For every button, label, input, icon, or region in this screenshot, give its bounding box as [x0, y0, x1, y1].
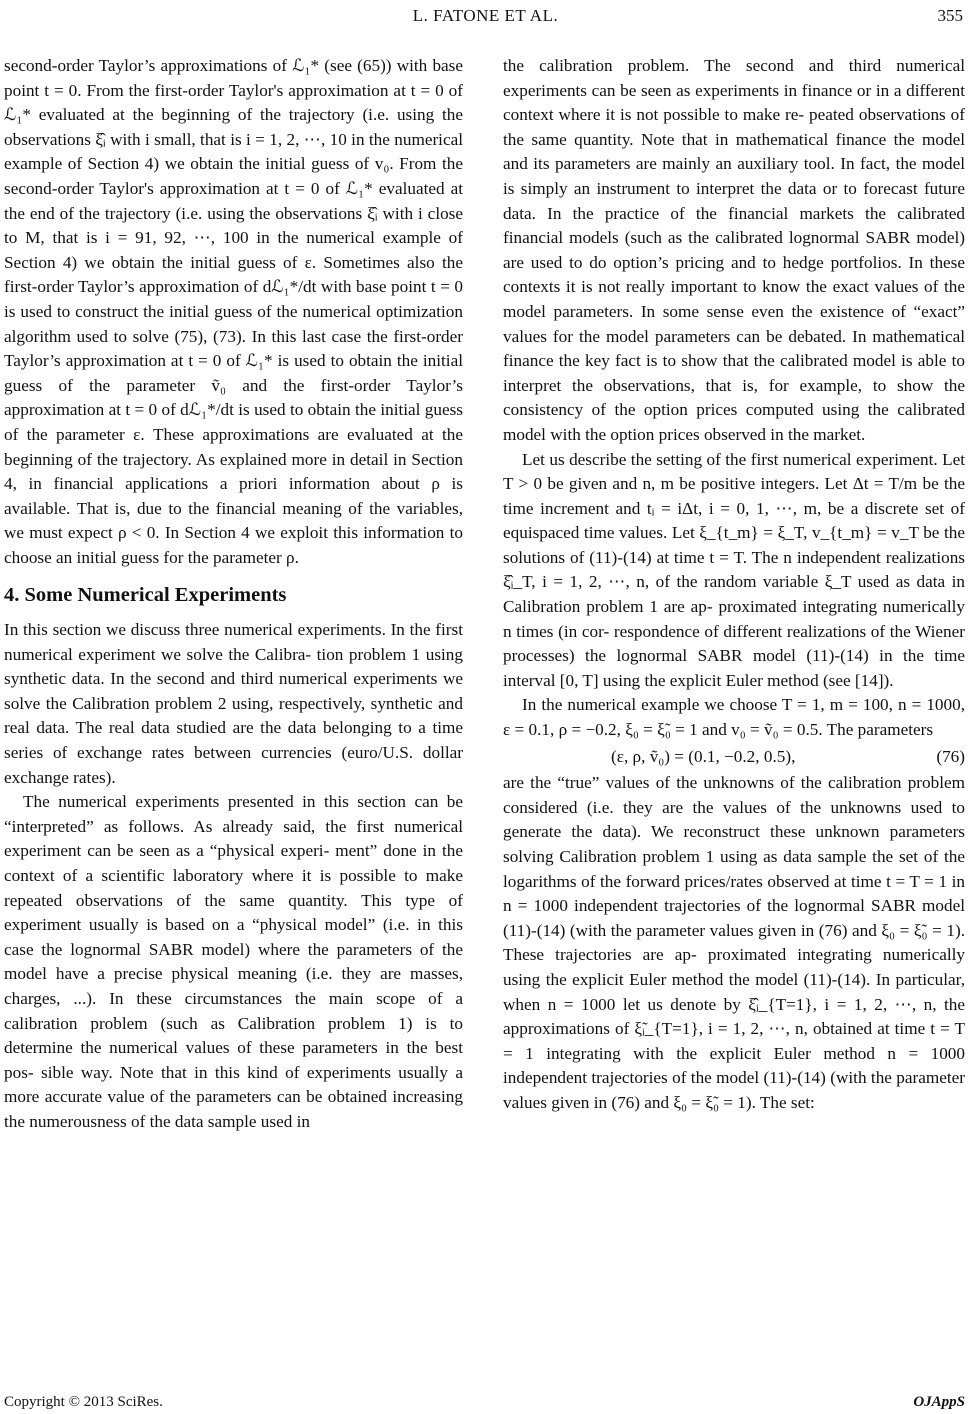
right-column [503, 54, 965, 1116]
left-column [4, 54, 463, 1135]
equation-76 [503, 743, 965, 772]
paragraph: The numerical experiments presented in this section can be “interpreted” as follows. As already said, the first numerical experiment can be seen as a “physical experi- ment” done in the context of a scientific laboratory where it is possible to make repeated observations of the same quantity. This type of experiment usually is based on a “physical model” (i.e. in this case the lognormal SABR model) where the parameters of the model have a precise physical meaning (i.e. they are masses, charges, ...). In these circumstances the main scope of a calibration problem (such as Calibration problem 1) is to determine the numerical values of these parameters in the best pos- sible way. Note that in this kind of experiments usually a more accurate value of the parameters can be obtained increasing the numerousness of the data sample used in [4, 792, 463, 1131]
page-header [0, 2, 971, 28]
section-title: 4. Some Numerical Experiments [4, 584, 287, 607]
page-number: 355 [937, 6, 963, 25]
paragraph: In this section we discuss three numerical experiments. In the first numerical experiment we solve the Calibra- tion problem 1 using synthetic data. In the second and third numerical experiments we solve the Calibration problem 2 using, respectively, synthetic and real data. The real data studied are the data belonging to a time series of exchange rates between currencies (euro/U.S. dollar exchange rates). [4, 620, 463, 787]
running-head: L. FATONE ET AL. [412, 6, 559, 25]
paragraph: Let us describe the setting of the first numerical experiment. Let T > 0 be given and n, m be positive integers. Let Δt = T/m be the time increment and tᵢ = iΔt, i = 0, 1, ⋯, m, be a discrete set of equispaced time values. Let ξ_{t_m} = ξ_T, v_{t_m} = v_T be the solutions of (11)-(14) at time t = T. The n independent realizations ξ̂ᵢ_T, i = 1, 2, ⋯, n, of the random variable ξ_T used as data in Calibration problem 1 are ap- proximated integrating numerically n times (in cor- respondence of different realizations of the Wiener processes) the lognormal SABR model (11)-(14) in the time interval [0, T] using the explicit Euler method (see [14]). [503, 449, 965, 690]
equation-number: (76) [936, 746, 965, 766]
paragraph: the calibration problem. The second and third numerical experiments can be seen as experiments in finance or in a different context where it is not possible to make re- peated observations of the same quantity. Note that in mathematical finance the model and its parameters are mainly an auxiliary tool. In fact, the model is simply an instrument to interpret the data or to forecast future data. In the practice of the financial markets the calibrated financial models (such as the calibrated lognormal SABR model) are used to do option’s pricing and to hedge portfolios. In these contexts it is not really important to know the exact values of the model parameters. In some sense even the existence of “exact” values for the model parameters can be debated. In mathematical finance the key fact is to show that the calibrated model is able to interpret the observations, that is, for example, to show the consistency of the option prices computed using the calibrated model with the option prices observed in the market. [503, 56, 965, 444]
paragraph: are the “true” values of the unknowns of the calibration problem considered (i.e. they are the values of the unknowns used to generate the data). We reconstruct these unknown parameters solving Calibration problem 1 using as data sample the set of the logarithms of the forward prices/rates observed at time t = T = 1 in n = 1000 independent trajectories of the lognormal SABR model (11)-(14) (with the parameter values given in (76) and ξ₀ = ξ̃₀ = 1). These trajectories are ap- proximated integrating numerically using the explicit Euler method the model (11)-(14). In particular, when n = 1000 let us denote by ξ̂ᵢ_{T=1}, i = 1, 2, ⋯, n, the approximations of ξ̃ᵢ_{T=1}, i = 1, 2, ⋯, n, obtained at time t = T = 1 integrating with the explicit Euler method n = 1000 independent trajectories of the model (11)-(14) (with the parameter values given in (76) and ξ₀ = ξ̃₀ = 1). The set: [503, 773, 965, 1112]
page-footer [0, 1394, 971, 1412]
copyright: Copyright © 2013 SciRes. [4, 1394, 163, 1410]
paragraph: second-order Taylor’s approximations of ℒ₁* (see (65)) with base point t = 0. From the first-order Taylor's approximation at t = 0 of ℒ₁* evaluated at the beginning of the trajectory (i.e. using the observations ξ̂ᵢ with i small, that is i = 1, 2, ⋯, 10 in the numerical example of Section 4) we obtain the initial guess of v₀. From the second-order Taylor's approximation at t = 0 of ℒ₁* evaluated at the end of the trajectory (i.e. using the observations ξ̂ᵢ with i close to M, that is i = 91, 92, ⋯, 100 in the numerical example of Section 4) we obtain the initial guess of ε. Sometimes also the first-order Taylor’s approximation of dℒ₁*/dt with base point t = 0 is used to construct the initial guess of the numerical optimization algorithm used to solve (75), (73). In this last case the first-order Taylor’s approximation at t = 0 of ℒ₁* is used to obtain the initial guess of the parameter ṽ₀ and the first-order Taylor’s approximation at t = 0 of dℒ₁*/dt is used to obtain the initial guess of the parameter ε. These approximations are evaluated at the beginning of the trajectory. As explained more in detail in Section 4, in financial applications a priori information about ρ is available. That is, due to the financial meaning of the variables, we must expect ρ < 0. In Section 4 we exploit this information to choose an initial guess for the parameter ρ. [4, 56, 463, 567]
journal-name: OJAppS [913, 1394, 965, 1410]
equation-body: (ε, ρ, ṽ₀) = (0.1, −0.2, 0.5), [611, 746, 796, 766]
paragraph: In the numerical example we choose T = 1, m = 100, n = 1000, ε = 0.1, ρ = −0.2, ξ₀ = ξ̃₀ = 1 and v₀ = ṽ₀ = 0.5. The parameters [503, 695, 965, 740]
